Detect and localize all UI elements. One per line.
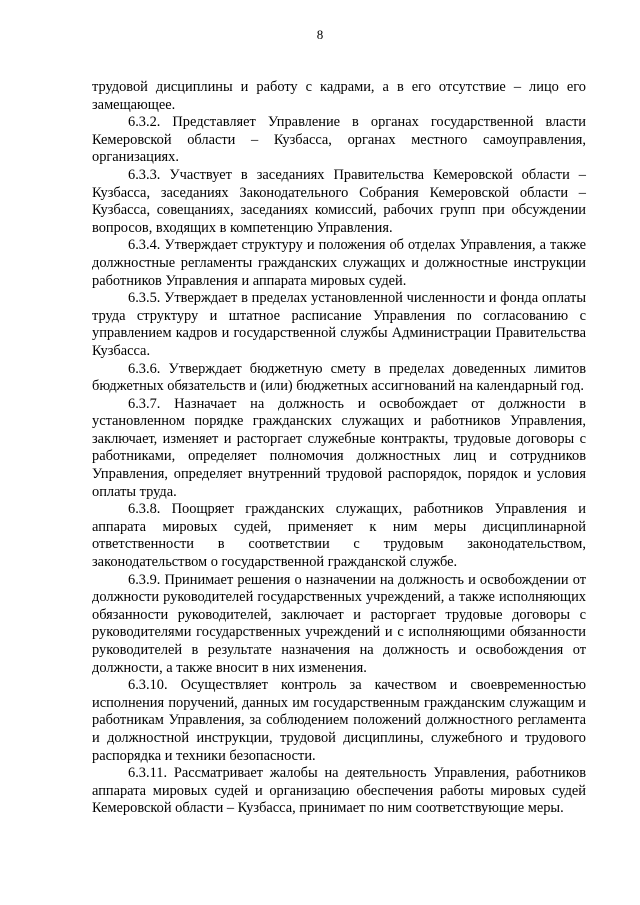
paragraph-6-3-6: 6.3.6. Утверждает бюджетную смету в пределах доведенных лимитов бюджетных обязательств и (или) бюджетных ассигнований на календарный год.: [92, 360, 586, 395]
document-body: [92, 79, 586, 818]
paragraph-6-3-2: 6.3.2. Представляет Управление в органах государственной власти Кемеровской области – Кузбасса, органах местного самоуправления, организациях.: [92, 114, 586, 166]
paragraph-6-3-11: 6.3.11. Рассматривает жалобы на деятельность Управления, работников аппарата мировых судей и организацию обеспечения работы мировых судей Кемеровской области – Кузбасса, принимает по ним соответствующие меры.: [92, 765, 586, 817]
paragraph-6-3-10: 6.3.10. Осуществляет контроль за качеством и своевременностью исполнения поручений, данных им государственным гражданским служащим и работникам Управления, за соблюдением положений должностного регламента и должностной инструкции, трудовой дисциплины, служебного и трудового распорядка и техники безопасности.: [92, 677, 586, 764]
paragraph-6-3-4: 6.3.4. Утверждает структуру и положения об отделах Управления, а также должностные регламенты гражданских служащих и должностные инструкции работников Управления и аппарата мировых судей.: [92, 237, 586, 289]
paragraph-6-3-3: 6.3.3. Участвует в заседаниях Правительства Кемеровской области – Кузбасса, заседаниях Законодательного Собрания Кемеровской области – Кузбасса, совещаниях, заседаниях комиссий, рабочих групп при обсуждении вопросов, входящих в компетенцию Управления.: [92, 166, 586, 236]
page-number: 8: [316, 27, 324, 42]
paragraph-6-3-8: 6.3.8. Поощряет гражданских служащих, работников Управления и аппарата мировых судей, применяет к ним меры дисциплинарной ответственности в соответствии с трудовым законодательством, законодательством о государственной гражданской службе.: [92, 501, 586, 571]
paragraph-6-3-9: 6.3.9. Принимает решения о назначении на должность и освобождении от должности руководителей государственных учреждений, а также исполняющих обязанности руководителей, заключает и расторгает трудовые договоры с руководителями государственных учреждений и с исполняющими обязанности руководителей в результате назначения на должность и освобождения от должности, а также вносит в них изменения.: [92, 571, 586, 676]
paragraph-6-3-7: 6.3.7. Назначает на должность и освобождает от должности в установленном порядке гражданских служащих и работников Управления, заключает, изменяет и расторгает служебные контракты, трудовые договоры с работниками, определяет полномочия должностных лиц и сотрудников Управления, определяет внутренний трудовой распорядок, порядок и условия оплаты труда.: [92, 395, 586, 500]
paragraph-6-3-5: 6.3.5. Утверждает в пределах установленной численности и фонда оплаты труда структуру и штатное расписание Управления по согласованию с управлением кадров и государственной службы Администрации Правительства Кузбасса.: [92, 290, 586, 359]
paragraph-continuation: трудовой дисциплины и работу с кадрами, а в его отсутствие – лицо его замещающее.: [92, 79, 586, 113]
